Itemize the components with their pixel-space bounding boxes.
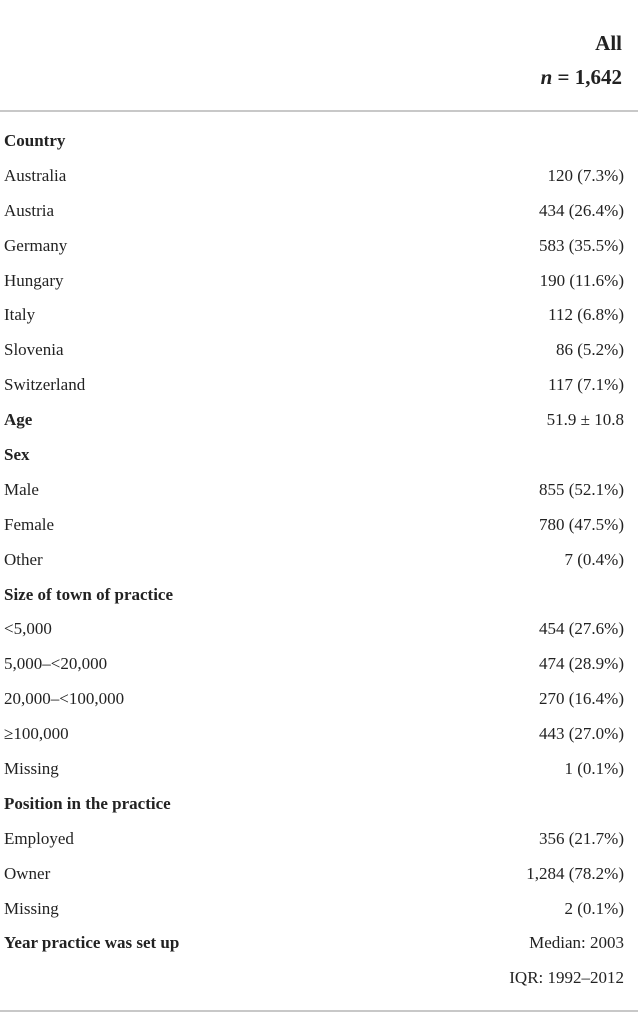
table-row — [0, 368, 638, 403]
row-label: Austria — [4, 200, 55, 220]
row-label: 20,000–<100,000 — [4, 689, 125, 709]
row-label: Italy — [4, 305, 36, 325]
sample-size-symbol: n — [540, 65, 553, 89]
row-label: Male — [4, 479, 39, 499]
table-row — [0, 961, 638, 996]
table-body — [0, 124, 638, 996]
table-row — [0, 194, 638, 229]
row-label: Employed — [4, 828, 74, 848]
table-row — [0, 543, 638, 578]
header-rule — [0, 110, 638, 112]
row-value: 474 (28.9%) — [539, 654, 624, 674]
row-label: Sex — [4, 445, 30, 465]
row-label: Position in the practice — [4, 793, 171, 813]
row-label: Slovenia — [4, 340, 64, 360]
table-row — [0, 159, 638, 194]
footer-rule — [0, 1010, 638, 1012]
section-row — [0, 787, 638, 822]
sample-size-value: = 1,642 — [552, 65, 622, 89]
table-row — [0, 857, 638, 892]
column-title: All — [595, 31, 622, 55]
table-row — [0, 473, 638, 508]
row-value: 583 (35.5%) — [539, 235, 624, 255]
row-value: 1 (0.1%) — [564, 759, 624, 779]
table-row — [0, 682, 638, 717]
row-label: ≥100,000 — [4, 724, 69, 744]
row-label: Missing — [4, 759, 59, 779]
table-header — [0, 0, 638, 110]
row-label: Australia — [4, 165, 67, 185]
row-value: 780 (47.5%) — [539, 514, 624, 534]
row-value: 7 (0.4%) — [564, 549, 624, 569]
section-row — [0, 124, 638, 159]
table-row — [0, 717, 638, 752]
row-value: 270 (16.4%) — [539, 689, 624, 709]
row-value: 112 (6.8%) — [548, 305, 624, 325]
row-label: Country — [4, 131, 66, 150]
row-value: 120 (7.3%) — [547, 165, 624, 185]
row-value: 434 (26.4%) — [539, 200, 624, 220]
table-row — [0, 752, 638, 787]
table-row — [0, 508, 638, 543]
row-label: 5,000–<20,000 — [4, 654, 108, 674]
row-value: 117 (7.1%) — [548, 375, 624, 395]
section-row — [0, 578, 638, 613]
row-value: 356 (21.7%) — [539, 828, 624, 848]
row-label: Year practice was set up — [4, 933, 180, 953]
table-row — [0, 612, 638, 647]
row-label: Missing — [4, 898, 59, 918]
table-row — [0, 229, 638, 264]
table-row — [0, 333, 638, 368]
sample-size — [422, 62, 622, 92]
row-label: <5,000 — [4, 619, 52, 639]
row-label: Other — [4, 549, 43, 569]
row-label: Hungary — [4, 270, 64, 290]
row-label: Owner — [4, 863, 51, 883]
row-label: Age — [4, 410, 33, 430]
row-value: 190 (11.6%) — [539, 270, 624, 290]
row-label: Germany — [4, 235, 68, 255]
row-value: 855 (52.1%) — [539, 479, 624, 499]
row-label: Size of town of practice — [4, 584, 174, 604]
row-value: IQR: 1992–2012 — [509, 968, 624, 988]
row-label: Female — [4, 514, 55, 534]
row-value: 2 (0.1%) — [564, 898, 624, 918]
row-value: 454 (27.6%) — [539, 619, 624, 639]
table-row — [0, 298, 638, 333]
row-value: 443 (27.0%) — [539, 724, 624, 744]
section-row — [0, 438, 638, 473]
row-value: 86 (5.2%) — [556, 340, 624, 360]
row-value: 51.9 ± 10.8 — [546, 410, 624, 430]
table-row — [0, 822, 638, 857]
section-row — [0, 403, 638, 438]
row-value: Median: 2003 — [529, 933, 624, 953]
table-row — [0, 647, 638, 682]
section-row — [0, 926, 638, 961]
row-value: 1,284 (78.2%) — [526, 863, 624, 883]
table-row — [0, 264, 638, 299]
row-label: Switzerland — [4, 375, 86, 395]
table-row — [0, 892, 638, 927]
